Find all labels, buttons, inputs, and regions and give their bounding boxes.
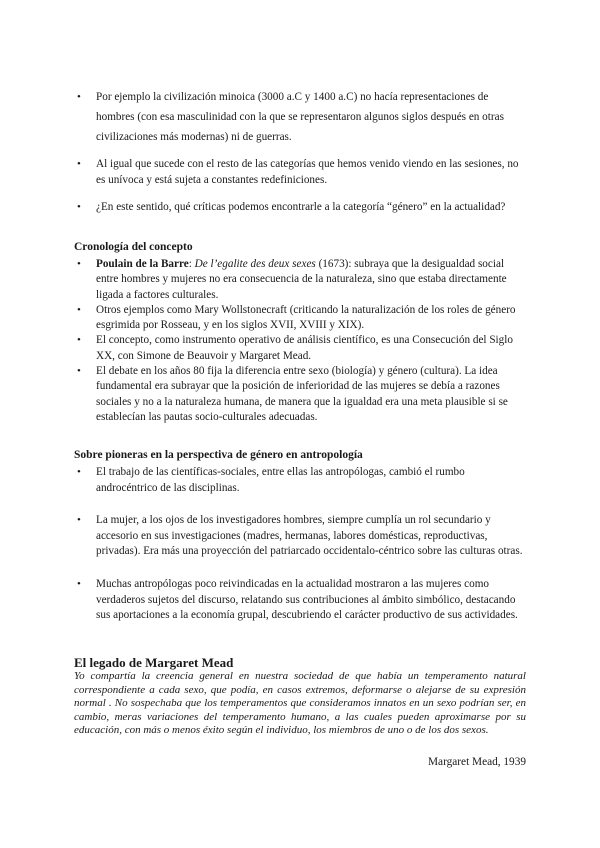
list-item bbox=[74, 577, 526, 624]
intro-item-text: Al igual que sucede con el resto de las categorías que hemos venido viendo en las sesiones, no es unívoca y está sujeta a constantes redefiniciones. bbox=[96, 158, 519, 186]
list-item bbox=[74, 465, 526, 496]
intro-item-text: ¿En este sentido, qué críticas podemos encontrarle a la categoría “género” en la actualidad? bbox=[96, 201, 506, 214]
list-item-text: Muchas antropólogas poco reivindicadas en la actualidad mostraron a las mujeres como verdaderos sujetos del discurso, relatando sus contribuciones al ámbito simbólico, destacando sus aportaciones a la economía grupal, descubriendo el carácter productivo de sus actividades. bbox=[96, 577, 518, 622]
list-item bbox=[74, 333, 526, 364]
list-item bbox=[74, 87, 526, 147]
intro-list bbox=[74, 87, 526, 216]
work-title: De l’egalite des deux sexes bbox=[194, 258, 316, 270]
list-item-text: Otros ejemplos como Mary Wollstonecraft (criticando la naturalización de los roles de género esgrimida por Rosseau, y en los siglos XVII, XVIII y XIX). bbox=[96, 303, 516, 332]
mead-quote: Yo compartía la creencia general en nuestra sociedad de que había un temperamento natural correspondiente a cada sexo, que podía, en casos extremos, deformarse o alejarse de su expresión normal . No sospechaba que los temperamentos que consideramos innatos en un sexo podrían ser, en cambio, meras variaciones del temperamento humano, a las cuales pueden aproximarse por su educación, con más o menos éxito según el individuo, los miembros de uno o de los dos sexos. bbox=[74, 670, 526, 736]
list-item: • Poulain de la Barre: De l’egalite des deux sexes (1673): subraya que la desigualdad social entre hombres y mujeres no era consecuencia de la naturaleza, sino que estaba directamente ligada a factores culturales. bbox=[74, 257, 526, 303]
section-heading-legado: El legado de Margaret Mead bbox=[74, 655, 234, 670]
section-heading-pioneras: Sobre pioneras en la perspectiva de género en antropología bbox=[74, 449, 363, 461]
list-item bbox=[74, 157, 526, 188]
author-name: Poulain de la Barre bbox=[96, 258, 189, 270]
list-item-text: La mujer, a los ojos de los investigadores hombres, siempre cumplía un rol secundario y accesorio en sus investigaciones (madres, hermanas, labores domésticas, reproductivas, privadas). Era más una proyección del patriarcado occidentalo-céntrico sobre las culturas otras. bbox=[96, 514, 523, 558]
list-item-text: El concepto, como instrumento operativo de análisis científico, es una Consecución del Siglo XX, con Simone de Beauvoir y Margaret Mead. bbox=[96, 334, 513, 362]
intro-item-text: Por ejemplo la civilización minoica (3000 a.C y 1400 a.C) no hacía representaciones de hombres (con esa masculinidad con la que se representaron algunos siglos después en otras civilizaciones más modernas) ni de guerras. bbox=[96, 91, 504, 143]
quote-attribution: Margaret Mead, 1939 bbox=[428, 756, 526, 768]
cronologia-list bbox=[74, 257, 526, 425]
section-heading-cronologia: Cronología del concepto bbox=[74, 241, 193, 253]
list-item-text: (1673): subraya que la desigualdad social entre hombres y mujeres no era consecuencia de la naturaleza, sino que estaba directamente ligada a factores culturales. bbox=[96, 258, 507, 301]
list-item bbox=[74, 200, 526, 216]
list-item bbox=[74, 303, 526, 334]
list-item-text: El trabajo de las científicas-sociales, entre ellas las antropólogas, cambió el rumbo androcéntrico de las disciplinas. bbox=[96, 466, 465, 494]
list-item bbox=[74, 364, 526, 425]
list-item-text: El debate en los años 80 fija la diferencia entre sexo (biología) y género (cultura). La idea fundamental era subrayar que la posición de inferioridad de las mujeres se debía a razones sociales y no a la naturaleza humana, de manera que la igualdad era una meta plausible si se establecían las pautas socio-culturales adecuadas. bbox=[96, 365, 508, 423]
pioneras-list bbox=[74, 465, 526, 624]
list-item bbox=[74, 513, 526, 560]
